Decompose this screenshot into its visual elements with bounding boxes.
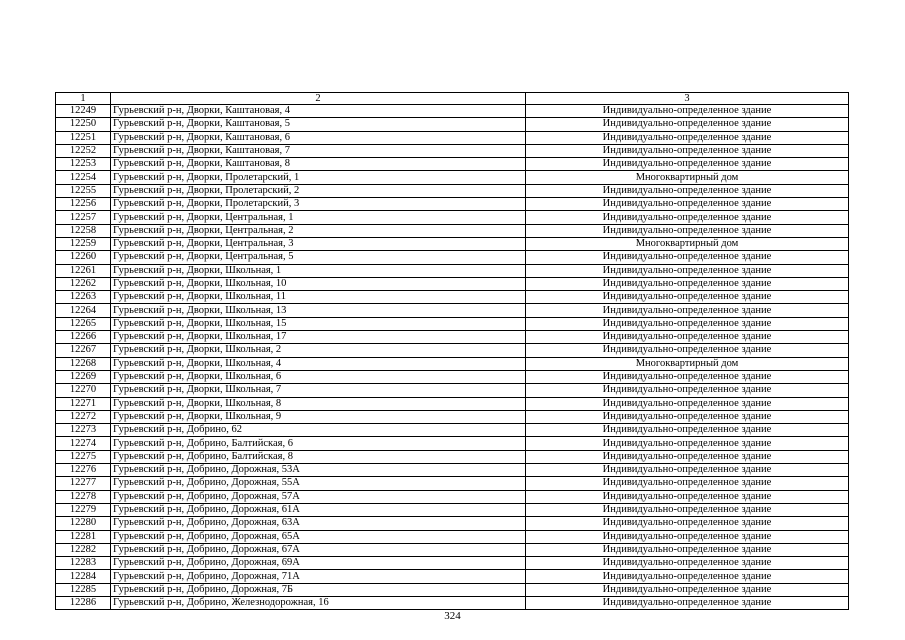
cell-number: 12275 [56, 450, 111, 463]
cell-address: Гурьевский р-н, Добрино, Железнодорожная, 16 [111, 596, 526, 609]
cell-address: Гурьевский р-н, Дворки, Каштановая, 4 [111, 105, 526, 118]
table-row [56, 237, 849, 250]
cell-number: 12284 [56, 570, 111, 583]
cell-number: 12264 [56, 304, 111, 317]
cell-address: Гурьевский р-н, Дворки, Школьная, 11 [111, 291, 526, 304]
table-row [56, 384, 849, 397]
cell-object-type: Индивидуально-определенное здание [526, 543, 849, 556]
cell-object-type: Индивидуально-определенное здание [526, 557, 849, 570]
table-row [56, 397, 849, 410]
cell-number: 12254 [56, 171, 111, 184]
cell-object-type: Индивидуально-определенное здание [526, 490, 849, 503]
cell-number: 12265 [56, 317, 111, 330]
cell-address: Гурьевский р-н, Добрино, 62 [111, 424, 526, 437]
cell-object-type: Многоквартирный дом [526, 357, 849, 370]
cell-number: 12283 [56, 557, 111, 570]
cell-address: Гурьевский р-н, Добрино, Дорожная, 63А [111, 517, 526, 530]
column-header-1: 1 [56, 93, 111, 105]
cell-number: 12256 [56, 198, 111, 211]
cell-object-type: Индивидуально-определенное здание [526, 144, 849, 157]
cell-object-type: Индивидуально-определенное здание [526, 410, 849, 423]
cell-object-type: Индивидуально-определенное здание [526, 596, 849, 609]
cell-address: Гурьевский р-н, Добрино, Балтийская, 6 [111, 437, 526, 450]
table-row [56, 357, 849, 370]
table-body [56, 105, 849, 610]
table-row [56, 517, 849, 530]
table-row [56, 344, 849, 357]
cell-number: 12251 [56, 131, 111, 144]
cell-object-type: Индивидуально-определенное здание [526, 211, 849, 224]
registry-table-container [55, 92, 847, 610]
table-row [56, 437, 849, 450]
cell-address: Гурьевский р-н, Дворки, Школьная, 9 [111, 410, 526, 423]
table-row [56, 503, 849, 516]
column-header-2: 2 [111, 93, 526, 105]
cell-address: Гурьевский р-н, Добрино, Дорожная, 71А [111, 570, 526, 583]
table-row [56, 105, 849, 118]
cell-number: 12271 [56, 397, 111, 410]
cell-number: 12253 [56, 158, 111, 171]
cell-object-type: Индивидуально-определенное здание [526, 105, 849, 118]
cell-object-type: Индивидуально-определенное здание [526, 384, 849, 397]
cell-address: Гурьевский р-н, Дворки, Каштановая, 7 [111, 144, 526, 157]
cell-address: Гурьевский р-н, Добрино, Дорожная, 53А [111, 464, 526, 477]
cell-number: 12255 [56, 184, 111, 197]
cell-number: 12250 [56, 118, 111, 131]
cell-object-type: Индивидуально-определенное здание [526, 158, 849, 171]
cell-number: 12272 [56, 410, 111, 423]
cell-number: 12258 [56, 224, 111, 237]
cell-number: 12259 [56, 237, 111, 250]
table-row [56, 251, 849, 264]
cell-address: Гурьевский р-н, Добрино, Дорожная, 69А [111, 557, 526, 570]
cell-number: 12266 [56, 331, 111, 344]
cell-address: Гурьевский р-н, Дворки, Школьная, 8 [111, 397, 526, 410]
cell-number: 12274 [56, 437, 111, 450]
table-row [56, 184, 849, 197]
cell-address: Гурьевский р-н, Дворки, Центральная, 1 [111, 211, 526, 224]
cell-address: Гурьевский р-н, Дворки, Школьная, 17 [111, 331, 526, 344]
page-number: 324 [444, 610, 461, 622]
cell-object-type: Индивидуально-определенное здание [526, 503, 849, 516]
cell-address: Гурьевский р-н, Дворки, Школьная, 7 [111, 384, 526, 397]
cell-address: Гурьевский р-н, Дворки, Пролетарский, 2 [111, 184, 526, 197]
table-row [56, 570, 849, 583]
cell-number: 12257 [56, 211, 111, 224]
table-row [56, 596, 849, 609]
cell-address: Гурьевский р-н, Дворки, Пролетарский, 1 [111, 171, 526, 184]
cell-number: 12286 [56, 596, 111, 609]
cell-object-type: Индивидуально-определенное здание [526, 131, 849, 144]
table-row [56, 557, 849, 570]
table-row [56, 171, 849, 184]
cell-object-type: Индивидуально-определенное здание [526, 450, 849, 463]
cell-address: Гурьевский р-н, Дворки, Школьная, 1 [111, 264, 526, 277]
table-row [56, 224, 849, 237]
cell-address: Гурьевский р-н, Добрино, Дорожная, 57А [111, 490, 526, 503]
cell-number: 12262 [56, 277, 111, 290]
table-header-row [56, 93, 849, 105]
cell-number: 12267 [56, 344, 111, 357]
cell-address: Гурьевский р-н, Дворки, Каштановая, 5 [111, 118, 526, 131]
cell-number: 12277 [56, 477, 111, 490]
cell-object-type: Индивидуально-определенное здание [526, 397, 849, 410]
table-row [56, 331, 849, 344]
cell-address: Гурьевский р-н, Добрино, Дорожная, 61А [111, 503, 526, 516]
cell-number: 12260 [56, 251, 111, 264]
cell-number: 12282 [56, 543, 111, 556]
cell-number: 12285 [56, 583, 111, 596]
cell-number: 12269 [56, 370, 111, 383]
cell-address: Гурьевский р-н, Добрино, Дорожная, 55А [111, 477, 526, 490]
table-row [56, 118, 849, 131]
cell-object-type: Индивидуально-определенное здание [526, 198, 849, 211]
cell-number: 12279 [56, 503, 111, 516]
table-row [56, 291, 849, 304]
cell-number: 12263 [56, 291, 111, 304]
cell-number: 12261 [56, 264, 111, 277]
cell-number: 12276 [56, 464, 111, 477]
cell-number: 12273 [56, 424, 111, 437]
cell-object-type: Многоквартирный дом [526, 237, 849, 250]
registry-table [55, 92, 849, 610]
cell-number: 12268 [56, 357, 111, 370]
cell-object-type: Индивидуально-определенное здание [526, 424, 849, 437]
cell-number: 12270 [56, 384, 111, 397]
cell-object-type: Индивидуально-определенное здание [526, 437, 849, 450]
table-row [56, 370, 849, 383]
cell-object-type: Индивидуально-определенное здание [526, 370, 849, 383]
cell-object-type: Индивидуально-определенное здание [526, 291, 849, 304]
table-row [56, 450, 849, 463]
table-row [56, 317, 849, 330]
cell-address: Гурьевский р-н, Дворки, Каштановая, 6 [111, 131, 526, 144]
table-row [56, 131, 849, 144]
cell-object-type: Индивидуально-определенное здание [526, 277, 849, 290]
cell-address: Гурьевский р-н, Дворки, Пролетарский, 3 [111, 198, 526, 211]
cell-address: Гурьевский р-н, Дворки, Школьная, 13 [111, 304, 526, 317]
table-row [56, 158, 849, 171]
cell-object-type: Индивидуально-определенное здание [526, 477, 849, 490]
cell-object-type: Индивидуально-определенное здание [526, 517, 849, 530]
cell-number: 12281 [56, 530, 111, 543]
cell-address: Гурьевский р-н, Добрино, Балтийская, 8 [111, 450, 526, 463]
cell-number: 12280 [56, 517, 111, 530]
cell-object-type: Индивидуально-определенное здание [526, 583, 849, 596]
cell-object-type: Индивидуально-определенное здание [526, 331, 849, 344]
cell-address: Гурьевский р-н, Дворки, Центральная, 5 [111, 251, 526, 264]
table-row [56, 211, 849, 224]
cell-object-type: Индивидуально-определенное здание [526, 264, 849, 277]
cell-address: Гурьевский р-н, Добрино, Дорожная, 7Б [111, 583, 526, 596]
cell-address: Гурьевский р-н, Дворки, Школьная, 4 [111, 357, 526, 370]
cell-object-type: Индивидуально-определенное здание [526, 464, 849, 477]
cell-address: Гурьевский р-н, Добрино, Дорожная, 65А [111, 530, 526, 543]
cell-object-type: Индивидуально-определенное здание [526, 344, 849, 357]
cell-number: 12252 [56, 144, 111, 157]
table-row [56, 304, 849, 317]
table-row [56, 144, 849, 157]
cell-number: 12278 [56, 490, 111, 503]
cell-address: Гурьевский р-н, Дворки, Школьная, 6 [111, 370, 526, 383]
cell-object-type: Индивидуально-определенное здание [526, 251, 849, 264]
cell-object-type: Индивидуально-определенное здание [526, 317, 849, 330]
table-row [56, 490, 849, 503]
cell-object-type: Индивидуально-определенное здание [526, 224, 849, 237]
table-row [56, 410, 849, 423]
table-row [56, 198, 849, 211]
table-row [56, 464, 849, 477]
table-row [56, 424, 849, 437]
cell-object-type: Индивидуально-определенное здание [526, 184, 849, 197]
cell-object-type: Многоквартирный дом [526, 171, 849, 184]
cell-address: Гурьевский р-н, Добрино, Дорожная, 67А [111, 543, 526, 556]
cell-object-type: Индивидуально-определенное здание [526, 530, 849, 543]
cell-address: Гурьевский р-н, Дворки, Школьная, 2 [111, 344, 526, 357]
table-row [56, 264, 849, 277]
cell-address: Гурьевский р-н, Дворки, Центральная, 2 [111, 224, 526, 237]
table-row [56, 543, 849, 556]
cell-address: Гурьевский р-н, Дворки, Школьная, 10 [111, 277, 526, 290]
table-row [56, 277, 849, 290]
cell-number: 12249 [56, 105, 111, 118]
table-row [56, 583, 849, 596]
cell-address: Гурьевский р-н, Дворки, Школьная, 15 [111, 317, 526, 330]
table-row [56, 477, 849, 490]
cell-object-type: Индивидуально-определенное здание [526, 570, 849, 583]
cell-object-type: Индивидуально-определенное здание [526, 118, 849, 131]
cell-address: Гурьевский р-н, Дворки, Каштановая, 8 [111, 158, 526, 171]
table-row [56, 530, 849, 543]
column-header-3: 3 [526, 93, 849, 105]
cell-address: Гурьевский р-н, Дворки, Центральная, 3 [111, 237, 526, 250]
cell-object-type: Индивидуально-определенное здание [526, 304, 849, 317]
